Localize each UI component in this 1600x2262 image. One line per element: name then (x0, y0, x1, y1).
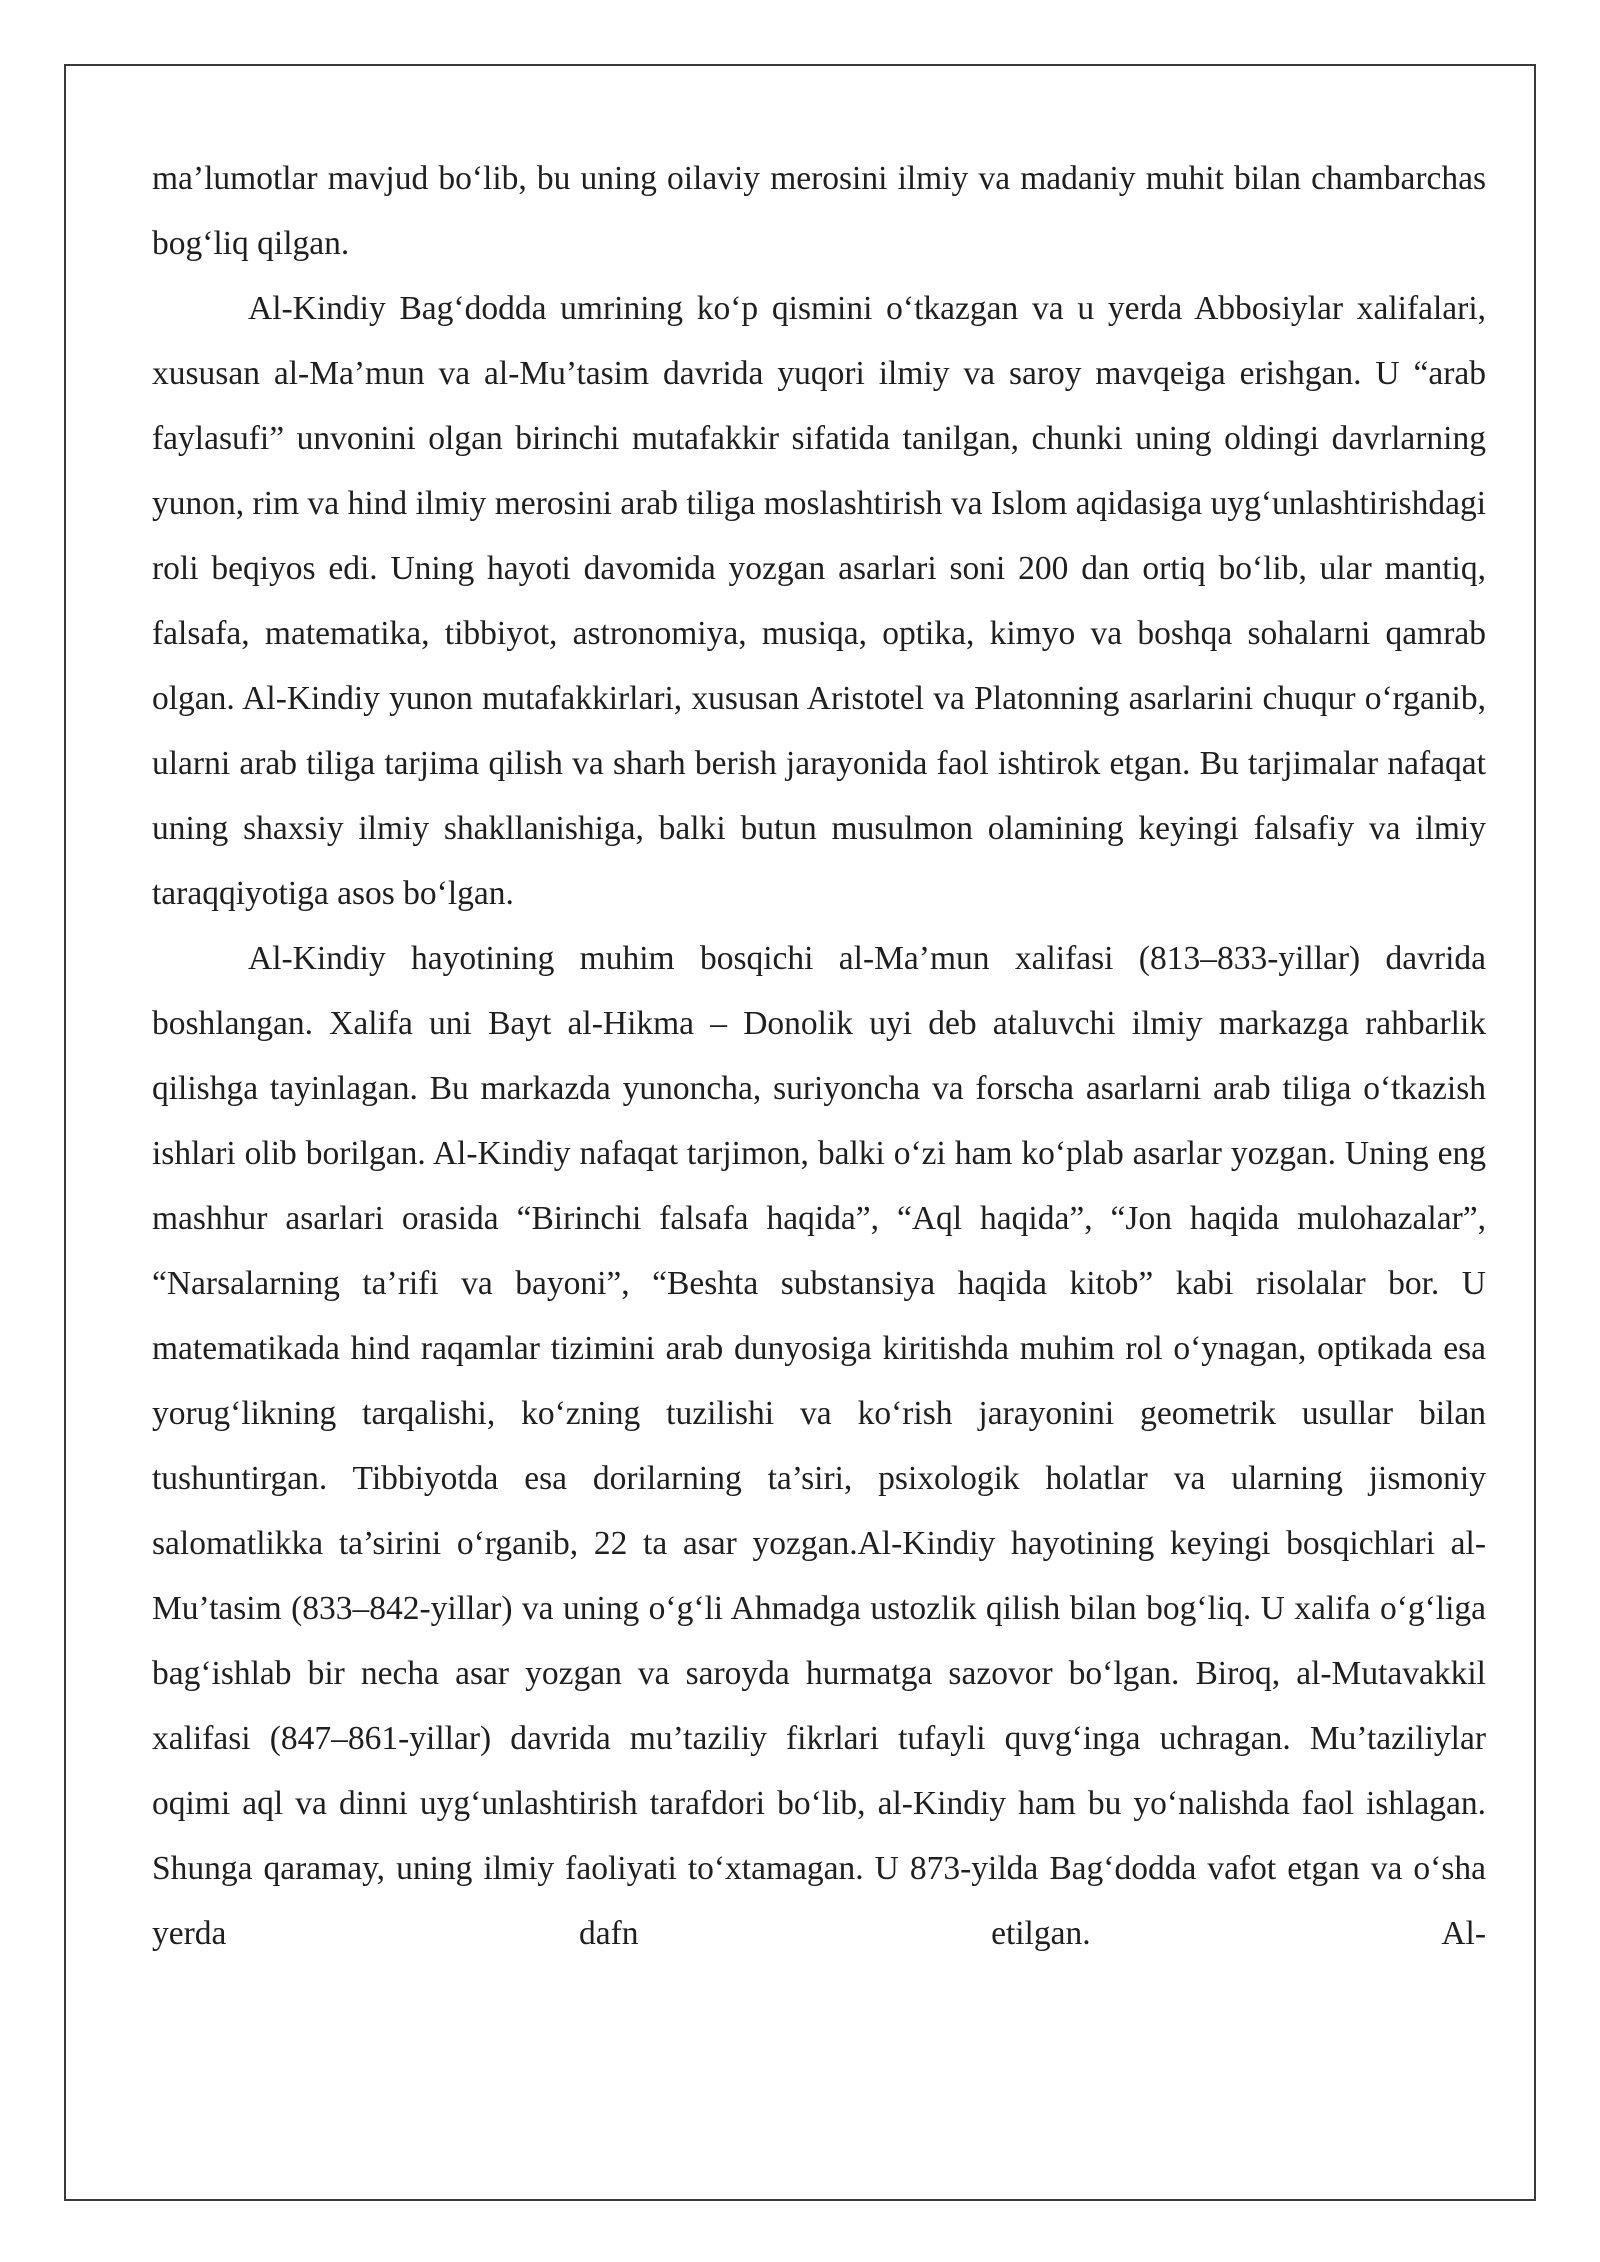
paragraph-baghdad-career: Al-Kindiy Bag‘dodda umrining ko‘p qismini o‘tkazgan va u yerda Abbosiylar xalifalari, xususan al-Ma’mun va al-Mu’tasim davrida yuqori ilmiy va saroy mavqeiga erishgan. U “arab faylasufi” unvonini olgan birinchi mutafakkir sifatida tanilgan, chunki uning oldingi davrlarning yunon, rim va hind ilmiy merosini arab tiliga moslashtirish va Islom aqidasiga uyg‘unlashtirishdagi roli beqiyos edi. Uning hayoti davomida yozgan asarlari soni 200 dan ortiq bo‘lib, ular mantiq, falsafa, matematika, tibbiyot, astronomiya, musiqa, optika, kimyo va boshqa sohalarni qamrab olgan. Al-Kindiy yunon mutafakkirlari, xususan Aristotel va Platonning asarlarini chuqur o‘rganib, ularni arab tiliga tarjima qilish va sharh berish jarayonida faol ishtirok etgan. Bu tarjimalar nafaqat uning shaxsiy ilmiy shakllanishiga, balki butun musulmon olamining keyingi falsafiy va ilmiy taraqqiyotiga asos bo‘lgan. (152, 290, 1486, 912)
document-body (152, 146, 1486, 1966)
paragraph-continuation: ma’lumotlar mavjud bo‘lib, bu uning oilaviy merosini ilmiy va madaniy muhit bilan chambarchas bog‘liq qilgan. (152, 160, 1486, 262)
paragraph-bayt-al-hikma: Al-Kindiy hayotining muhim bosqichi al-Ma’mun xalifasi (813–833-yillar) davrida boshlangan. Xalifa uni Bayt al-Hikma – Donolik uyi deb ataluvchi ilmiy markazga rahbarlik qilishga tayinlagan. Bu markazda yunoncha, suriyoncha va forscha asarlarni arab tiliga o‘tkazish ishlari olib borilgan. Al-Kindiy nafaqat tarjimon, balki o‘zi ham ko‘plab asarlar yozgan. Uning eng mashhur asarlari orasida “Birinchi falsafa haqida”, “Aql haqida”, “Jon haqida mulohazalar”, “Narsalarning ta’rifi va bayoni”, “Beshta substansiya haqida kitob” kabi risolalar bor. U matematikada hind raqamlar tizimini arab dunyosiga kiritishda muhim rol o‘ynagan, optikada esa yorug‘likning tarqalishi, ko‘zning tuzilishi va ko‘rish jarayonini geometrik usullar bilan tushuntirgan. Tibbiyotda esa dorilarning ta’siri, psixologik holatlar va ularning jismoniy salomatlikka ta’sirini o‘rganib, 22 ta asar yozgan.Al-Kindiy hayotining keyingi bosqichlari al-Mu’tasim (833–842-yillar) va uning o‘g‘li Ahmadga ustozlik qilish bilan bog‘liq. U xalifa o‘g‘liga bag‘ishlab bir necha asar yozgan va saroyda hurmatga sazovor bo‘lgan. Biroq, al-Mutavakkil xalifasi (847–861-yillar) davrida mu’taziliy fikrlari tufayli quvg‘inga uchragan. Mu’taziliylar oqimi aql va dinni uyg‘unlashtirish tarafdori bo‘lib, al-Kindiy ham bu yo‘nalishda faol ishlagan. Shunga qaramay, uning ilmiy faoliyati to‘xtamagan. U 873-yilda Bag‘dodda vafot etgan va o‘sha yerda dafn etilgan. Al- (152, 940, 1486, 1952)
